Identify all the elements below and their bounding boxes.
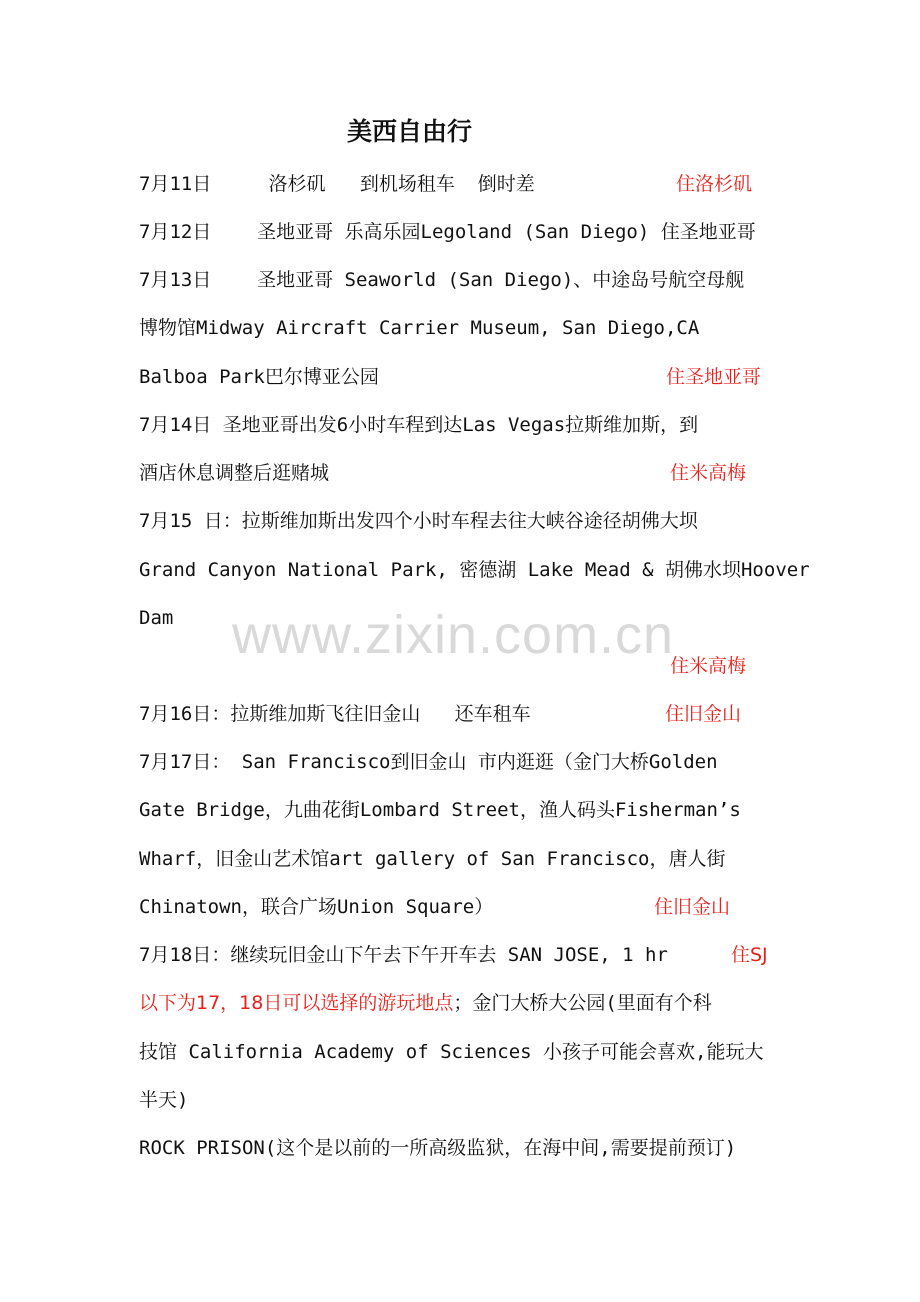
itinerary-line xyxy=(139,991,712,1015)
itinerary-line: Wharf，旧金山艺术馆art gallery of San Francisco，唐人街 xyxy=(139,848,726,870)
accommodation-label: 住米高梅 xyxy=(670,462,747,484)
itinerary-line: Grand Canyon National Park, 密德湖 Lake Mead & 胡佛水坝Hoover xyxy=(139,559,810,581)
itinerary-line: Balboa Park巴尔博亚公园 xyxy=(139,366,379,388)
itinerary-line-rest: ；金门大桥大公园(里面有个科 xyxy=(453,992,712,1014)
itinerary-line: 7月17日： San Francisco到旧金山 市内逛逛（金门大桥Golden xyxy=(139,751,718,773)
itinerary-line: ROCK PRISON(这个是以前的一所高级监狱，在海中间,需要提前预订) xyxy=(139,1137,737,1159)
optional-note: 以下为17，18日可以选择的游玩地点 xyxy=(139,992,454,1014)
itinerary-line: 7月12日 圣地亚哥 乐高乐园Legoland (San Diego) 住圣地亚哥 xyxy=(139,221,756,243)
page-title: 美西自由行 xyxy=(347,117,473,146)
itinerary-line: 7月18日：继续玩旧金山下午去下午开车去 SAN JOSE, 1 hr xyxy=(139,944,680,966)
itinerary-line: 7月11日 洛杉矶 到机场租车 倒时差 xyxy=(139,173,535,195)
accommodation-label: 住圣地亚哥 xyxy=(666,366,762,388)
accommodation-label: 住旧金山 xyxy=(654,896,731,918)
itinerary-line: 7月15 日：拉斯维加斯出发四个小时车程去往大峡谷途径胡佛大坝 xyxy=(139,510,698,532)
itinerary-line: 7月13日 圣地亚哥 Seaworld (San Diego)、中途岛号航空母舰 xyxy=(139,269,745,291)
itinerary-line: 半天) xyxy=(139,1089,189,1111)
accommodation-label: 住SJ xyxy=(731,944,768,966)
itinerary-line: Gate Bridge，九曲花街Lombard Street，渔人码头Fisherman’s xyxy=(139,799,741,821)
itinerary-line: Chinatown，联合广场Union Square） xyxy=(139,896,494,918)
itinerary-line: 7月16日：拉斯维加斯飞往旧金山 还车租车 xyxy=(139,703,531,725)
itinerary-line: 7月14日 圣地亚哥出发6小时车程到达Las Vegas拉斯维加斯，到 xyxy=(139,414,699,436)
watermark: www.zixin.com.cn xyxy=(232,605,675,665)
accommodation-label: 住米高梅 xyxy=(670,655,747,677)
itinerary-line: 博物馆Midway Aircraft Carrier Museum, San Diego,CA xyxy=(139,317,700,339)
accommodation-label: 住洛杉矶 xyxy=(676,173,753,195)
itinerary-line: 酒店休息调整后逛赌城 xyxy=(139,462,330,484)
itinerary-line: Dam xyxy=(139,607,174,629)
itinerary-line: 技馆 California Academy of Sciences 小孩子可能会喜欢,能玩大 xyxy=(139,1041,764,1063)
accommodation-label: 住旧金山 xyxy=(665,703,742,725)
